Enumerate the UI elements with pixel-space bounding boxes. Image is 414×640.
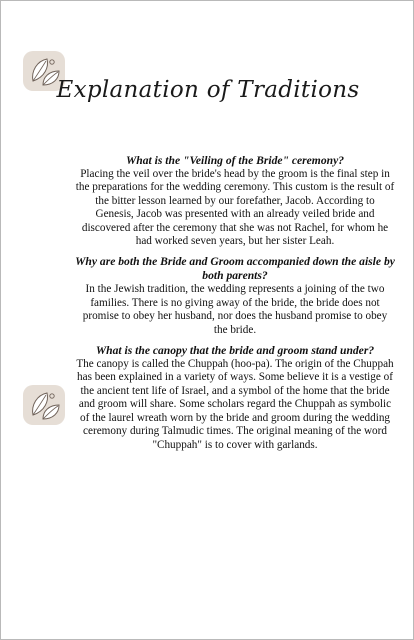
answer-parents: In the Jewish tradition, the wedding represents a joining of the two families. There is no giving away of the bride, the bride does not promise to obey her husband, nor does the husband promise to obey the bride. xyxy=(82,283,388,336)
traditions-content xyxy=(75,154,395,459)
question-parents: Why are both the Bride and Groom accompanied down the aisle by both parents? xyxy=(75,255,395,283)
leaf-ornament-icon xyxy=(19,379,71,431)
answer-veiling: Placing the veil over the bride's head by the groom is the final step in the preparations for the wedding ceremony. This custom is the result of the bitter lesson learned by our forefather, Jacob. According to Genesis, Jacob was presented with an already veiled bride and discovered after the ceremony that she was not Rachel, for whom he had worked seven years, but her sister Leah. xyxy=(75,168,395,248)
section-veiling xyxy=(75,154,395,248)
page-title: Explanation of Traditions xyxy=(56,77,360,103)
question-chuppah: What is the canopy that the bride and groom stand under? xyxy=(95,344,375,358)
question-veiling: What is the "Veiling of the Bride" ceremony? xyxy=(125,154,345,167)
section-chuppah xyxy=(75,344,395,452)
section-parents xyxy=(75,255,395,337)
answer-chuppah: The canopy is called the Chuppah (hoo-pa). The origin of the Chuppah has been explained in a variety of ways. Some believe it is a vestige of the ancient tent life of Israel, and a symbol of the home that the bride and groom will share. Some scholars regard the Chuppah as symbolic of the laurel wreath worn by the bride and groom during the wedding ceremony during Talmudic times. The original meaning of the word "Chuppah" is to cover with garlands. xyxy=(76,358,394,451)
